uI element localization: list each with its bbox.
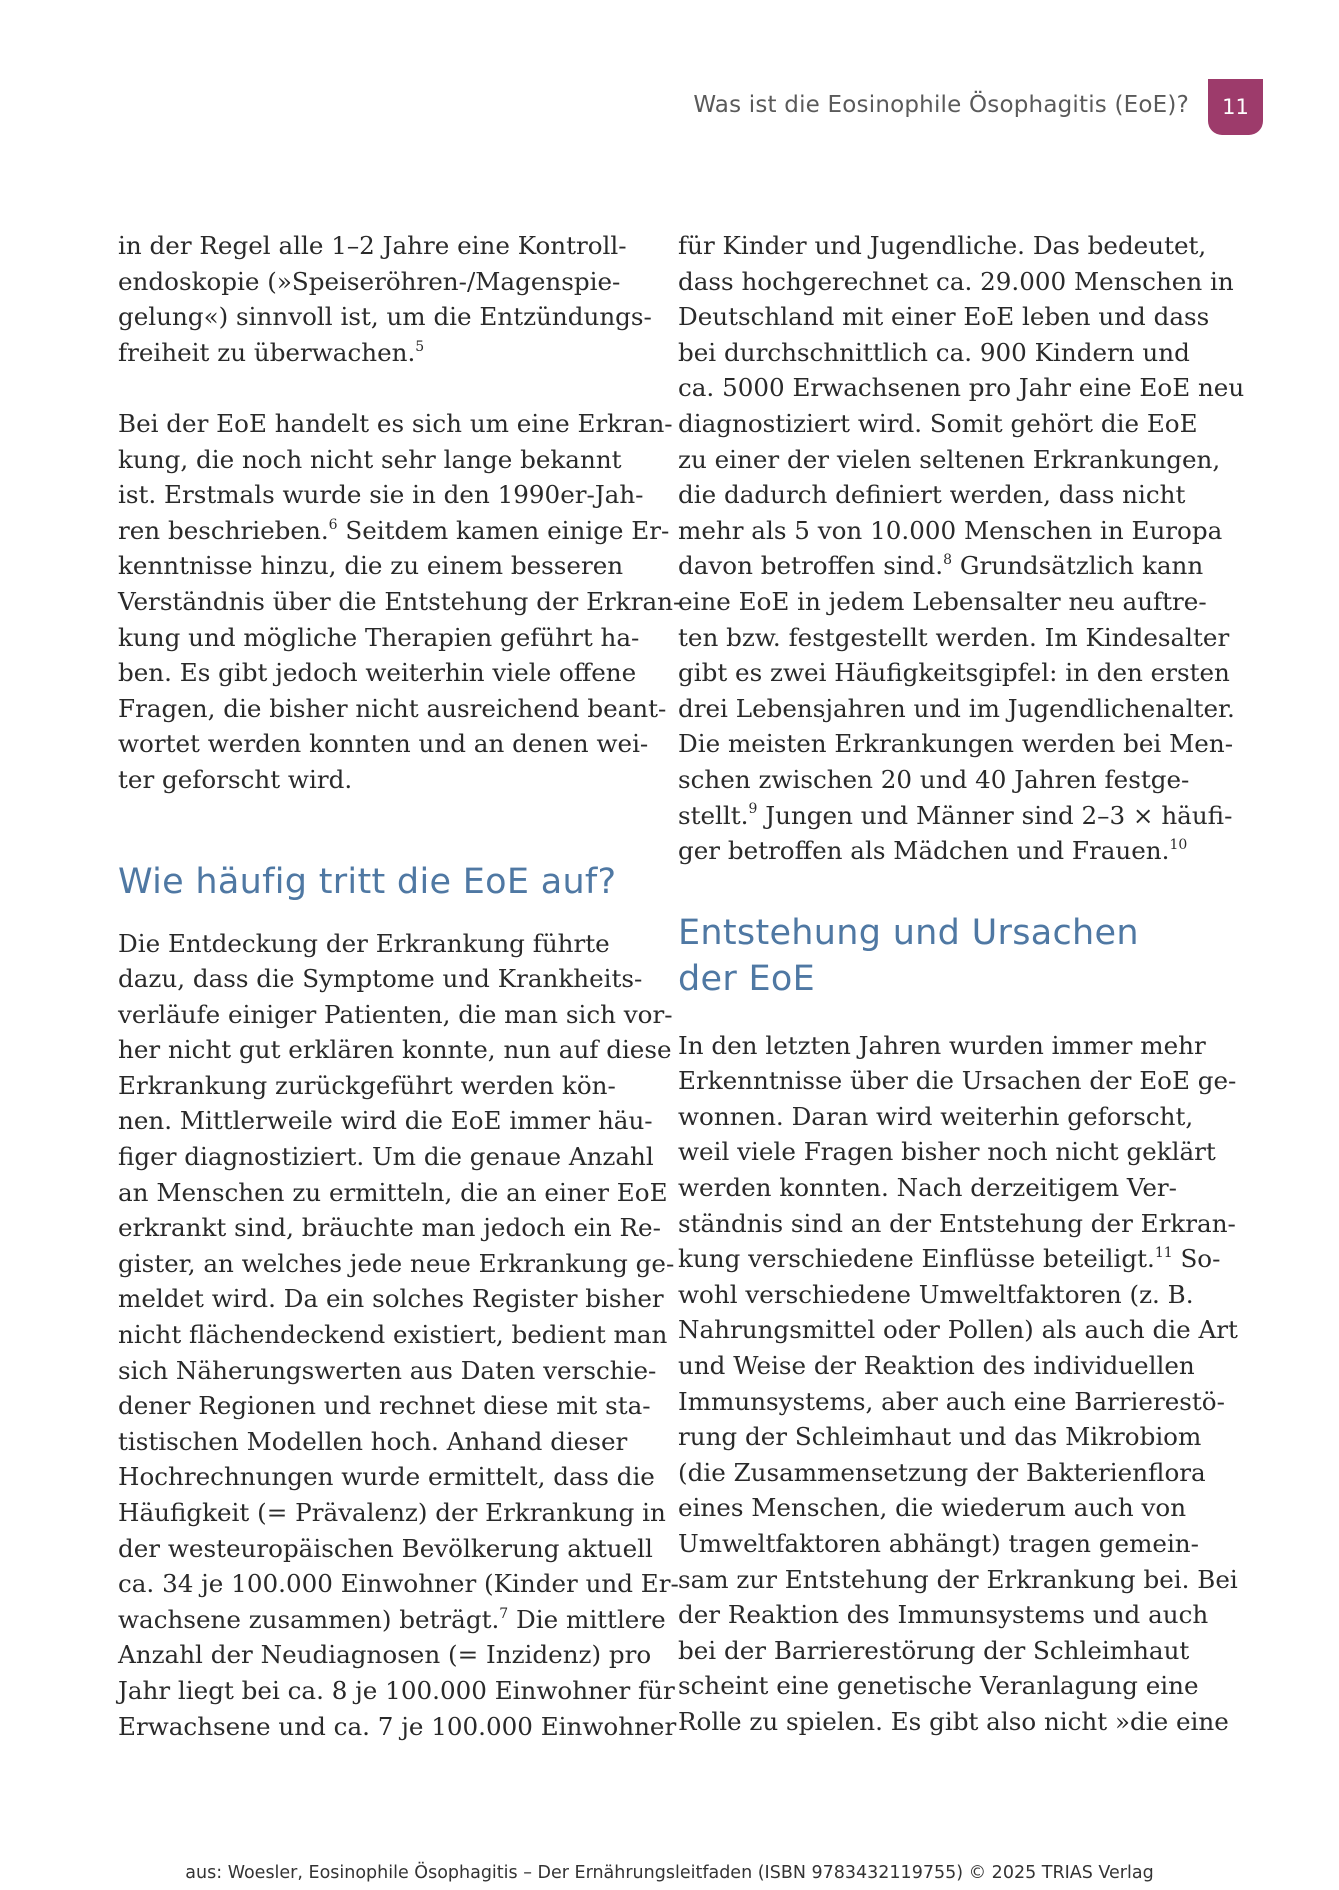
text-line: nen. Mittlerweile wird die EoE immer häu- [118,1106,653,1136]
line-text: wachsene zusammen) beträgt. [118,1604,500,1634]
text-line: Häufigkeit (= Prävalenz) der Erkrankung in [118,1498,666,1527]
text-line: (die Zusammensetzung der Bakterienflora [678,1457,1206,1487]
text-line: ten bzw. festgestellt werden. Im Kindesalter [678,622,1230,652]
footnote-ref: 11 [1154,1245,1173,1262]
text-line: ist. Erstmals wurde sie in den 1990er-Jah- [118,480,644,510]
line-text: davon betroffen sind. [678,551,944,581]
paragraph [678,1028,1238,1740]
text-line: erkrankt sind, bräuchte man jedoch ein Re- [118,1213,661,1243]
text-line: dazu, dass die Symptome und Krankheits- [118,964,643,994]
text-line: Fragen, die bisher nicht ausreichend beant- [118,693,667,723]
text-line: Hochrechnungen wurde ermittelt, dass die [118,1462,655,1492]
text-line: Erkrankung zurückgeführt werden kön- [118,1070,616,1100]
text-line: Bei der EoE handelt es sich um eine Erkran- [118,408,673,438]
footnote-ref: 9 [748,801,758,818]
text-line [118,513,670,549]
line-text: ren beschrieben. [118,515,329,545]
footnote-ref: 8 [943,552,953,569]
text-line: verläufe einiger Patienten, die man sich vor- [118,999,673,1029]
text-line: Erkenntnisse über die Ursachen der EoE ge- [678,1066,1237,1096]
text-line: dass hochgerechnet ca. 29.000 Menschen in [678,266,1234,296]
text-line: für Kinder und Jugendliche. Das bedeutet, [678,231,1207,260]
text-line: wortet werden konnten und an denen wei- [118,729,649,759]
text-line: sam zur Entstehung der Erkrankung bei. Bei [678,1564,1238,1594]
text-line: an Menschen zu ermitteln, die an einer EoE [118,1177,668,1207]
footnote-ref: 6 [328,516,338,533]
text-line: wonnen. Daran wird weiterhin geforscht, [678,1101,1194,1131]
text-line [118,335,623,371]
section-heading: Wie häufig tritt die EoE auf? [118,861,617,902]
text-line: Rolle zu spielen. Es gibt also nicht »die eine [678,1706,1229,1736]
text-line [678,833,1190,869]
text-line: ben. Es gibt jedoch weiterhin viele offene [118,658,637,688]
text-line: der westeuropäischen Bevölkerung aktuell [118,1533,653,1563]
line-text: Jungen und Männer sind 2–3 × häufi- [757,800,1233,830]
text-line: bei der Barrierestörung der Schleimhaut [678,1635,1190,1665]
text-line [118,1602,666,1638]
text-line: Die meisten Erkrankungen werden bei Men- [678,729,1234,759]
text-line: tistischen Modellen hoch. Anhand dieser [118,1426,628,1456]
text-line: Verständnis über die Entstehung der Erkran- [118,586,682,616]
text-line [678,1241,1221,1277]
text-line: Die Entdeckung der Erkrankung führte [118,928,610,958]
text-line: Anzahl der Neudiagnosen (= Inzidenz) pro [118,1640,652,1670]
text-line: kenntnisse hinzu, die zu einem besseren [118,551,624,581]
text-line [678,798,1233,834]
text-line: zu einer der vielen seltenen Erkrankungen, [678,444,1221,474]
text-line [678,548,1204,584]
section-heading: Entstehung und Ursachen der EoE [678,912,1139,999]
text-line: diagnostiziert wird. Somit gehört die EoE [678,408,1198,438]
text-line: kung und mögliche Therapien geführt ha- [118,622,640,652]
text-line: figer diagnostiziert. Um die genaue Anzahl [118,1142,654,1172]
text-line: weil viele Fragen bisher noch nicht geklärt [678,1137,1216,1167]
text-line: mehr als 5 von 10.000 Menschen in Europa [678,515,1223,545]
paragraph [118,926,679,1745]
line-text: So- [1172,1244,1221,1274]
line-text: stellt. [678,800,749,830]
text-line: der Reaktion des Immunsystems und auch [678,1600,1209,1630]
line-text: Grundsätzlich kann [952,551,1204,581]
text-line: eine EoE in jedem Lebensalter neu auftre- [678,586,1207,616]
text-line: scheint eine genetische Veranlagung eine [678,1671,1199,1701]
paragraph [118,406,682,798]
paragraph [678,228,1245,869]
line-text: ger betroffen als Mädchen und Frauen. [678,836,1170,866]
paragraph [118,228,652,370]
text-line: nicht flächendeckend existiert, bedient man [118,1320,668,1350]
text-line: werden konnten. Nach derzeitigem Ver- [678,1173,1177,1203]
text-line: Deutschland mit einer EoE leben und dass [678,302,1210,332]
text-line: und Weise der Reaktion des individuellen [678,1351,1195,1381]
text-line: Immunsystems, aber auch eine Barrierestö- [678,1386,1225,1416]
text-line: her nicht gut erklären konnte, nun auf diese [118,1035,672,1065]
text-line: ca. 34 je 100.000 Einwohner (Kinder und Er- [118,1569,679,1599]
text-line: gelung«) sinnvoll ist, um die Entzündungs- [118,302,652,332]
running-title: Was ist die Eosinophile Ösophagitis (EoE)? [693,92,1189,118]
line-text: kung verschiedene Einflüsse beteiligt. [678,1244,1155,1274]
text-line: Erwachsene und ca. 7 je 100.000 Einwohner [118,1711,677,1741]
text-line: kung, die noch nicht sehr lange bekannt [118,444,622,474]
text-line: drei Lebensjahren und im Jugendlichenalter. [678,693,1235,723]
text-line: dener Regionen und rechnet diese mit sta- [118,1391,651,1421]
text-line: sich Näherungswerten aus Daten verschie- [118,1355,657,1385]
text-line: Jahr liegt bei ca. 8 je 100.000 Einwohner für [118,1675,675,1705]
right-column [678,228,1245,1740]
text-line: ter geforscht wird. [118,764,353,794]
text-line: in der Regel alle 1–2 Jahre eine Kontroll- [118,231,627,260]
text-line: endoskopie (»Speiseröhren-/Magenspie- [118,266,621,296]
text-line: ständnis sind an der Entstehung der Erkran- [678,1208,1236,1238]
text-line: rung der Schleimhaut und das Mikrobiom [678,1422,1202,1452]
text-line: gister, an welches jede neue Erkrankung ge- [118,1248,675,1278]
text-line: ca. 5000 Erwachsenen pro Jahr eine EoE neu [678,373,1245,403]
line-text: Seitdem kamen einige Er- [337,515,670,545]
text-line: gibt es zwei Häufigkeitsgipfel: in den ersten [678,658,1230,688]
text-line: meldet wird. Da ein solches Register bisher [118,1284,664,1314]
source-citation: aus: Woesler, Eosinophile Ösophagitis – Der Ernährungsleitfaden (ISBN 9783432119755) © 2025 TRIAS Verlag [185,1863,1154,1883]
text-line: Umweltfaktoren abhängt) tragen gemein- [678,1529,1199,1558]
footnote-ref: 10 [1169,836,1188,853]
text-line: eines Menschen, die wiederum auch von [678,1493,1187,1523]
line-text: freiheit zu überwachen. [118,337,416,367]
text-line: wohl verschiedene Umweltfaktoren (z. B. [678,1279,1194,1309]
left-column [118,228,682,1744]
text-line: Nahrungsmittel oder Pollen) als auch die Art [678,1315,1238,1345]
page-number-badge: 11 [1208,79,1263,135]
text-line: die dadurch definiert werden, dass nicht [678,480,1186,510]
text-line: schen zwischen 20 und 40 Jahren festge- [678,764,1190,794]
text-line: In den letzten Jahren wurden immer mehr [678,1030,1206,1060]
text-line: bei durchschnittlich ca. 900 Kindern und [678,337,1190,367]
footnote-ref: 5 [415,338,425,355]
footnote-ref: 7 [499,1605,509,1622]
line-text: Die mittlere [508,1604,666,1634]
